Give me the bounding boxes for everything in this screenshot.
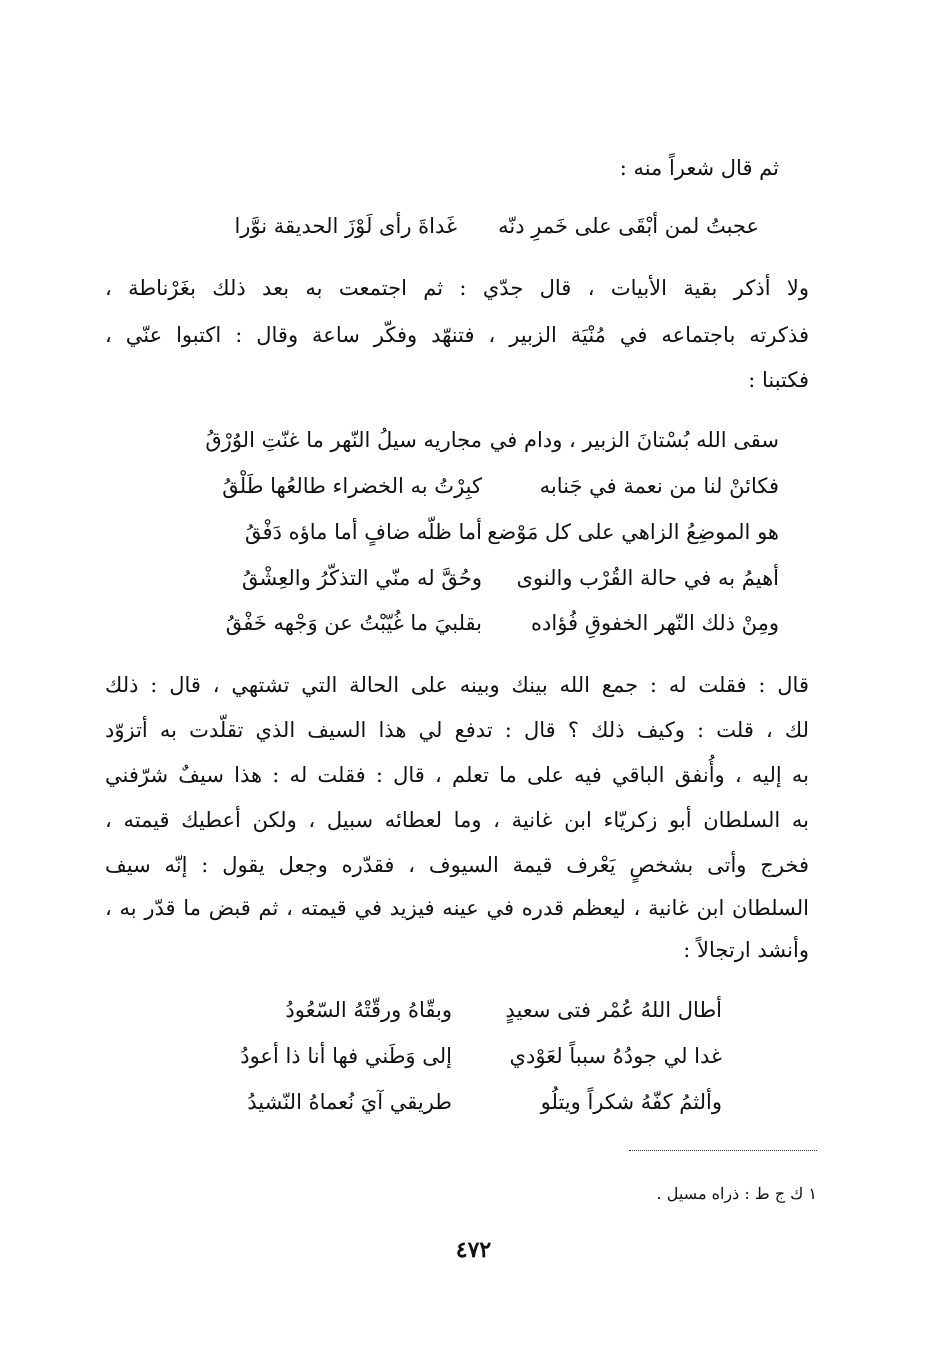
paragraph1-line: فكتبنا : xyxy=(748,368,809,392)
paragraph2-line: به إليه ، وأُنفق الباقي فيه على ما تعلم ، قال : فقلت له : هذا سيفٌ شرّفني xyxy=(105,763,809,787)
poem1-second-hemistich: مجاريه سيلُ النّهر ما غنّتِ الوُرْقُ xyxy=(205,428,482,452)
paragraph2-line: وأنشد ارتجالاً : xyxy=(683,938,809,962)
paragraph2-line: به السلطان أبو زكريّاء ابن غانية ، وما لعطائه سبيل ، ولكن أعطيك قيمته ، xyxy=(105,808,809,832)
paragraph2-line: لك ، قلت : وكيف ذلك ؟ قال : تدفع لي هذا السيف الذي تقلّدت به أتزوّد xyxy=(105,718,809,742)
paragraph2-line: قال : فقلت له : جمع الله بينك وبينه على الحالة التي تشتهي ، قال : ذلك xyxy=(105,673,809,697)
poem2-second-hemistich: إلى وَطَني فها أنا ذا أعودُ xyxy=(240,1044,452,1068)
poem2-first-hemistich: أطال اللهُ عُمْر فتى سعيدٍ xyxy=(505,998,722,1022)
poem1-first-hemistich: هو الموضِعُ الزاهي على كل مَوْضع xyxy=(487,520,779,544)
verse1-second-hemistich: غَداةَ رأى لَوْزَ الحديقة نوَّرا xyxy=(234,214,457,238)
poem2-second-hemistich: طريقي آيَ نُعماهُ النّشيدُ xyxy=(247,1090,452,1114)
poem2-second-hemistich: وبقّاهُ ورقّتْهُ السّعُودُ xyxy=(285,998,452,1022)
footnote-divider xyxy=(629,1150,817,1151)
poem1-second-hemistich: أما ظلّه ضافٍ أما ماؤه دَفْقُ xyxy=(245,520,482,544)
paragraph1-line: فذكرته باجتماعه في مُنْيَة الزبير ، فتنهّد وفكّر ساعة وقال : اكتبوا عنّي ، xyxy=(105,323,809,347)
paragraph2-line: فخرج وأتى بشخصٍ يَعْرف قيمة السيوف ، فقدّره وجعل يقول : إنّه سيف xyxy=(105,853,809,877)
intro-line: ثم قال شعراً منه : xyxy=(619,156,779,180)
verse1-first-hemistich: عجبتُ لمن أبْقَى على خَمرِ دنّه xyxy=(498,214,759,238)
poem1-second-hemistich: كبِرْتُ به الخضراء طالعُها طَلْقُ xyxy=(222,474,482,498)
poem1-first-hemistich: أهيمُ به في حالة القُرْب والنوى xyxy=(516,566,779,590)
paragraph1-line: ولا أذكر بقية الأبيات ، قال جدّي : ثم اجتمعت به بعد ذلك بغَرْناطة ، xyxy=(105,276,809,300)
poem1-first-hemistich: سقى الله بُسْتانَ الزبير ، ودام في xyxy=(489,428,779,452)
footnote: ١ ك ج ط : ذراه مسيل . xyxy=(656,1184,817,1203)
paragraph2-line: السلطان ابن غانية ، ليعظم قدره في عينه فيزيد في قيمته ، ثم قبض ما قدّر به ، xyxy=(105,896,809,920)
poem1-second-hemistich: وحُقَّ له منّي التذكّرُ والعِشْقُ xyxy=(241,566,482,590)
poem1-first-hemistich: فكائنْ لنا من نعمة في جَنابه xyxy=(539,474,779,498)
poem1-first-hemistich: ومِنْ ذلك النّهر الخفوقِ فُؤاده xyxy=(531,611,779,635)
page-number: ٤٧٢ xyxy=(455,1237,492,1263)
poem1-second-hemistich: بقلبيَ ما غُيّبْتُ عن وَجْهه خَفْقُ xyxy=(225,611,482,635)
poem2-first-hemistich: وألثمُ كفّهُ شكراً ويتلُو xyxy=(540,1090,722,1114)
poem2-first-hemistich: غدا لي جودُهُ سبباً لعَوْدي xyxy=(509,1044,722,1068)
